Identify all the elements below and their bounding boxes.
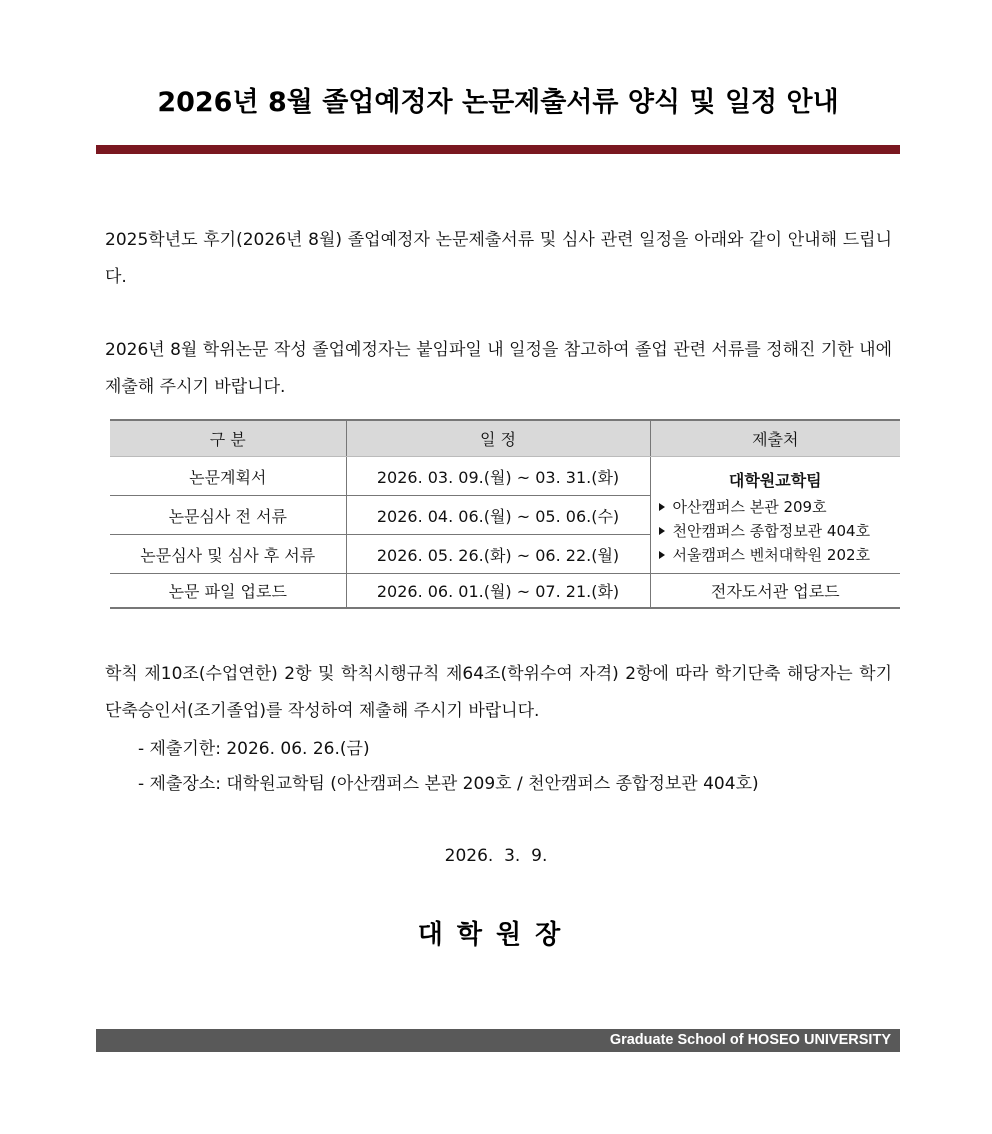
list-item bbox=[659, 543, 901, 567]
table-row bbox=[110, 574, 900, 609]
footer-bar: Graduate School of HOSEO UNIVERSITY bbox=[96, 1029, 900, 1052]
schedule-table bbox=[110, 419, 900, 609]
triangle-right-icon bbox=[659, 551, 665, 559]
triangle-right-icon bbox=[659, 503, 665, 511]
deadline-note: - 제출기한: 2026. 06. 26.(금) bbox=[138, 739, 370, 759]
list-item bbox=[659, 519, 901, 543]
header-destination: 제출처 bbox=[650, 420, 900, 457]
row-destination: 전자도서관 업로드 bbox=[650, 574, 900, 609]
row-schedule: 2026. 06. 01.(월) ~ 07. 21.(화) bbox=[346, 574, 650, 609]
triangle-right-icon bbox=[659, 527, 665, 535]
list-item bbox=[659, 495, 901, 519]
header-schedule: 일 정 bbox=[346, 420, 650, 457]
place-note: - 제출장소: 대학원교학팀 (아산캠퍼스 본관 209호 / 천안캠퍼스 종합정보관 404호) bbox=[138, 774, 759, 794]
destination-cell bbox=[650, 457, 900, 574]
instruction-paragraph: 2026년 8월 학위논문 작성 졸업예정자는 붙임파일 내 일정을 참고하여 졸업 관련 서류를 정해진 기한 내에 제출해 주시기 바랍니다. bbox=[105, 340, 892, 397]
intro-paragraph: 2025학년도 후기(2026년 8월) 졸업예정자 논문제출서류 및 심사 관련 일정을 아래와 같이 안내해 드립니다. bbox=[105, 230, 892, 287]
destination-list bbox=[651, 495, 901, 567]
destination-location: 천안캠퍼스 종합정보관 404호 bbox=[672, 522, 871, 540]
row-category: 논문심사 전 서류 bbox=[110, 496, 346, 535]
destination-location: 서울캠퍼스 벤처대학원 202호 bbox=[672, 546, 871, 564]
header-category: 구 분 bbox=[110, 420, 346, 457]
title-rule bbox=[96, 145, 900, 154]
destination-team: 대학원교학팀 bbox=[728, 471, 822, 490]
page-title: 2026년 8월 졸업예정자 논문제출서류 양식 및 일정 안내 bbox=[157, 87, 839, 118]
early-graduation-paragraph: 학칙 제10조(수업연한) 2항 및 학칙시행규칙 제64조(학위수여 자격) 2항에 따라 학기단축 해당자는 학기단축승인서(조기졸업)를 작성하여 제출해 주시기 바랍니다. bbox=[105, 664, 892, 721]
row-category: 논문심사 및 심사 후 서류 bbox=[110, 535, 346, 574]
document-date: 2026. 3. 9. bbox=[444, 846, 548, 866]
row-schedule: 2026. 04. 06.(월) ~ 05. 06.(수) bbox=[346, 496, 650, 535]
table-header-row bbox=[110, 420, 900, 457]
row-category: 논문 파일 업로드 bbox=[110, 574, 346, 609]
table-row bbox=[110, 457, 900, 496]
destination-location: 아산캠퍼스 본관 209호 bbox=[672, 498, 827, 516]
row-category: 논문계획서 bbox=[110, 457, 346, 496]
signature: 대학원장 bbox=[417, 920, 575, 950]
row-schedule: 2026. 03. 09.(월) ~ 03. 31.(화) bbox=[346, 457, 650, 496]
row-schedule: 2026. 05. 26.(화) ~ 06. 22.(월) bbox=[346, 535, 650, 574]
